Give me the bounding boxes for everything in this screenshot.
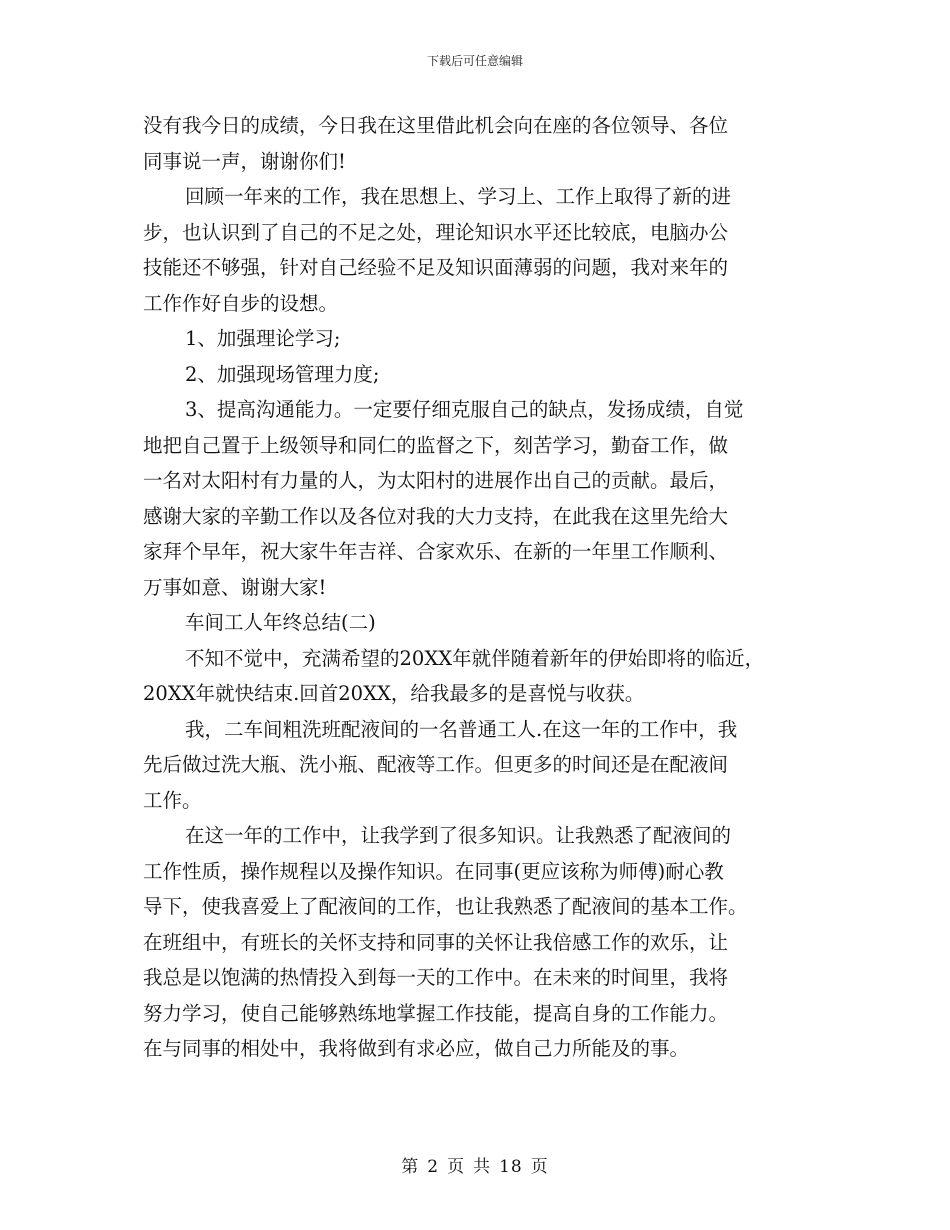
paragraph-line: 努力学习，使自己能够熟练地掌握工作技能，提高自身的工作能力。 (143, 1001, 729, 1025)
paragraph-line: 1、加强理论学习; (185, 327, 341, 350)
paragraph-line: 工作作好自步的设想。 (143, 291, 339, 315)
list-item (143, 357, 823, 393)
page-label-mid2: 共 (473, 1157, 492, 1177)
page-label-prefix: 第 (401, 1157, 420, 1177)
list-item (143, 321, 823, 357)
paragraph-line: 3、提高沟通能力。一定要仔细克服自己的缺点，发扬成绩，自觉 (185, 398, 744, 421)
paragraph-line: 技能还不够强，针对自己经验不足及知识面薄弱的问题，我对来年的 (143, 256, 729, 279)
paragraph-line: 工作。 (143, 788, 202, 812)
paragraph-line: 同事说一声，谢谢你们! (143, 149, 346, 173)
paragraph-line: 回顾一年来的工作，我在思想上、学习上、工作上取得了新的进 (185, 185, 732, 208)
paragraph-line: 不知不觉中，充满希望的20XX年就伴随着新年的伊始即将的临近， (185, 646, 765, 670)
paragraph-line: 地把自己置于上级领导和同仁的监督之下，刻苦学习，勤奋工作，做 (143, 433, 729, 457)
paragraph-line: 导下，使我喜爱上了配液间的工作，也让我熟悉了配液间的基本工作。 (143, 895, 748, 918)
paragraph-line: 万事如意、谢谢大家! (143, 575, 327, 599)
paragraph-line: 工作性质，操作规程以及操作知识。在同事(更应该称为师傅)耐心教 (143, 859, 724, 883)
paragraph-line: 感谢大家的辛勤工作以及各位对我的大力支持，在此我在这里先给大 (143, 504, 729, 528)
paragraph-line: 2、加强现场管理力度; (185, 362, 380, 386)
paragraph-line: 我总是以饱满的热情投入到每一天的工作中。在未来的时间里，我将 (143, 966, 729, 989)
paragraph (143, 818, 823, 1067)
paragraph-line: 没有我今日的成绩，今日我在这里借此机会向在座的各位领导、各位 (143, 114, 729, 137)
paragraph-line: 家拜个早年，祝大家牛年吉祥、合家欢乐、在新的一年里工作顺利、 (143, 540, 729, 563)
paragraph-line: 先后做过洗大瓶、洗小瓶、配液等工作。但更多的时间还是在配液间 (143, 753, 729, 776)
list-item (143, 392, 823, 605)
paragraph (143, 179, 823, 321)
paragraph-line: 步，也认识到了自己的不足之处，理论知识水平还比较底，电脑办公 (143, 220, 729, 244)
page-label-suffix: 页 (530, 1157, 549, 1177)
paragraph-line: 在与同事的相处中，我将做到有求必应，做自己力所能及的事。 (143, 1037, 690, 1060)
paragraph (143, 641, 823, 712)
page-number: 2 (427, 1157, 440, 1177)
section-heading (143, 605, 823, 641)
paragraph-line: 我，二车间粗洗班配液间的一名普通工人.在这一年的工作中，我 (185, 717, 738, 741)
paragraph-line: 在这一年的工作中，让我学到了很多知识。让我熟悉了配液间的 (185, 824, 732, 847)
paragraph (143, 712, 823, 819)
paragraph-line: 车间工人年终总结(二) (185, 611, 376, 634)
page-label-mid1: 页 (447, 1157, 466, 1177)
paragraph-line: 20XX年就快结束.回首20XX，给我最多的是喜悦与收获。 (143, 682, 645, 705)
page-header: 下载后可任意编辑 (426, 54, 523, 68)
paragraph-line: 一名对太阳村有力量的人，为太阳村的进展作出自己的贡献。最后， (143, 469, 729, 492)
document-body (143, 108, 823, 1067)
total-pages: 18 (499, 1157, 523, 1177)
paragraph-line: 在班组中，有班长的关怀支持和同事的关怀让我倍感工作的欢乐，让 (143, 930, 729, 954)
page-footer (0, 1152, 950, 1177)
paragraph (143, 108, 823, 179)
